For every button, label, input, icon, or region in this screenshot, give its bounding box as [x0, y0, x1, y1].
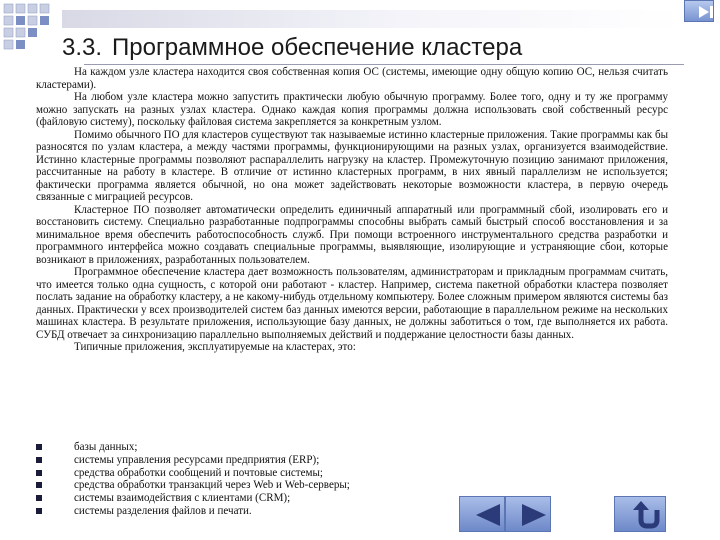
paragraph: Помимо обычного ПО для кластеров существуют так называемые истинно кластерные приложения. Такие программы как бы разносятся по узлам кластера, а между частями программы, функционирующими на разных узлах, организуется взаимодействие. Истинно кластерные программы позволяют распараллелить нагрузку на кластер. Промежуточную позицию занимают приложения, рассчитанные на работу в кластере. В отличие от истинно кластерных программ, в них явный параллелизм не используется; фактически программа является обычной, но она может задействовать некоторые возможности кластера, в первую очередь связанные с миграцией ресурсов.: [36, 128, 668, 203]
list-item-text: средства обработки сообщений и почтовые системы;: [74, 466, 324, 479]
paragraph: На каждом узле кластера находится своя собственная копия ОС (системы, имеющие одну общую копию ОС, нельзя считать кластерами).: [36, 66, 668, 91]
arrow-left-icon: [466, 498, 510, 532]
slide-title: [62, 34, 522, 62]
bullet-square-icon: [36, 482, 42, 488]
prev-slide-button[interactable]: [459, 496, 505, 532]
list-item: [36, 454, 476, 467]
bullet-square-icon: [36, 495, 42, 501]
list-item-text: системы разделения файлов и печати.: [74, 504, 252, 517]
bullet-square-icon: [36, 444, 42, 450]
skip-to-end-icon: [691, 2, 719, 22]
list-item-text: средства обработки транзакций через Web и Web-серверы;: [74, 479, 350, 492]
return-button[interactable]: [614, 496, 666, 532]
applications-list: [36, 441, 476, 518]
paragraph: Типичные приложения, эксплуатируемые на кластерах, это:: [74, 341, 356, 353]
title-underline: [84, 64, 684, 65]
list-item: [36, 441, 476, 454]
next-slide-button[interactable]: [505, 496, 551, 532]
bullet-square-icon: [36, 470, 42, 476]
list-item-text: системы взаимодействия с клиентами (CRM);: [74, 492, 291, 505]
list-item-text: базы данных;: [74, 441, 138, 453]
list-item-text: системы управления ресурсами предприятия (ERP);: [74, 453, 320, 466]
header-gradient-bar: [62, 10, 682, 28]
list-item: [36, 505, 476, 518]
bullet-square-icon: [36, 508, 42, 514]
list-item: [36, 467, 476, 480]
title-number: 3.3.: [62, 34, 103, 61]
title-text: Программное обеспечение кластера: [112, 34, 523, 61]
bullet-square-icon: [36, 457, 42, 463]
skip-to-end-button[interactable]: [684, 0, 714, 22]
return-arrow-icon: [621, 498, 671, 532]
body-text: [36, 66, 668, 354]
paragraph: На любом узле кластера можно запустить практически любую обычную программу. Более того, одну и ту же программу можно запускать на разных узлах кластера. Однако каждая копия программы должна использовать свой собственный ресурс (файловую систему), поскольку файловая система закрепляется за конкретным узлом.: [36, 91, 668, 128]
paragraph: Кластерное ПО позволяет автоматически определить единичный аппаратный или программный сбой, изолировать его и восстановить систему. Специально разработанные подпрограммы способны выбрать самый быстрый способ восстановления и за минимальное время обеспечить работоспособность служб. При помощи встроенного инструментального средства разработки и программного интерфейса можно создавать специальные программы, выявляющие, изолирующие и устраняющие сбои, которые возникают в приложениях, разработанных пользователем.: [36, 203, 668, 266]
list-item: [36, 492, 476, 505]
list-item: [36, 479, 476, 492]
decorative-squares: [0, 0, 70, 70]
paragraph: Программное обеспечение кластера дает возможность пользователям, администраторам и прикладным программам считать, что имеется только одна сущность, с которой они работают - кластер. Например, система пакетной обработки кластера позволяет послать задание на обработку кластеру, а не какому-нибудь отдельному компьютеру. Более сложным примером являются системы баз данных. Практически у всех производителей систем баз данных имеются версии, работающие в параллельном режиме на нескольких машинах кластера. В результате приложения, использующие базу данных, не должны заботиться о том, где выполняется их работа. СУБД отвечает за синхронизацию параллельно выполняемых действий и поддержание целостности базы данных.: [36, 266, 668, 341]
arrow-right-icon: [512, 498, 556, 532]
